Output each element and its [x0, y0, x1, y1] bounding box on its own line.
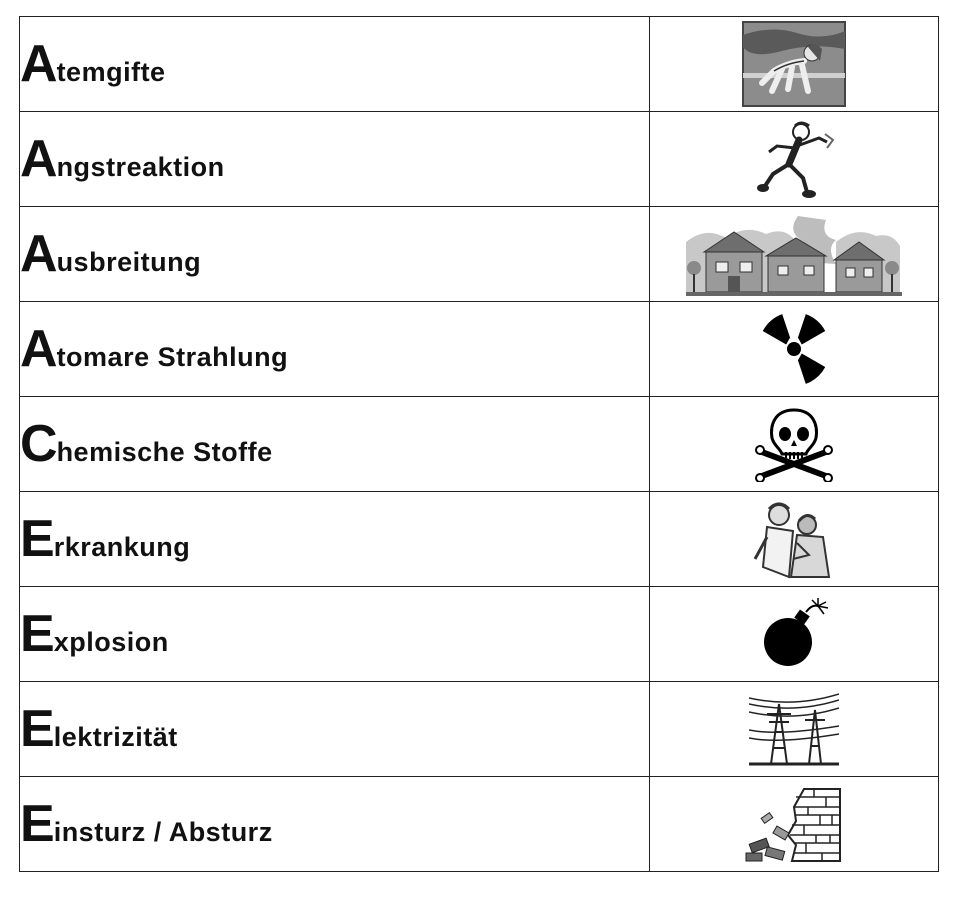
icon-cell: [649, 302, 938, 397]
term-cell: [20, 682, 650, 777]
radiation-icon: [749, 313, 839, 385]
term-initial: A: [20, 130, 57, 188]
term-cell: [20, 492, 650, 587]
term-initial: E: [20, 795, 54, 853]
term-rest: insturz / Absturz: [53, 817, 273, 847]
term-cell: [20, 587, 650, 682]
term-cell: [20, 112, 650, 207]
term-initial: A: [20, 35, 57, 93]
term-initial: C: [20, 415, 57, 473]
term-rest: usbreitung: [56, 247, 202, 277]
term-cell: [20, 17, 650, 112]
power-lines-icon: [749, 690, 839, 768]
term-rest: ngstreaktion: [56, 152, 225, 182]
table-row: [20, 302, 939, 397]
term-cell: [20, 302, 650, 397]
term-cell: [20, 207, 650, 302]
term-cell: [20, 777, 650, 872]
term-initial: A: [20, 320, 57, 378]
term-rest: temgifte: [56, 57, 166, 87]
icon-cell: [649, 587, 938, 682]
icon-cell: [649, 492, 938, 587]
table-row: [20, 17, 939, 112]
term-rest: rkrankung: [53, 532, 191, 562]
term-initial: E: [20, 605, 54, 663]
table-row: [20, 587, 939, 682]
term-initial: E: [20, 700, 54, 758]
bomb-icon: [756, 598, 832, 670]
term-rest: lektrizität: [53, 722, 178, 752]
houses-fire-spread-icon: [686, 212, 902, 296]
table-row: [20, 492, 939, 587]
icon-cell: [649, 777, 938, 872]
term-cell: [20, 397, 650, 492]
skull-crossbones-icon: [754, 406, 834, 482]
hazard-table: [19, 16, 939, 872]
icon-cell: [649, 17, 938, 112]
term-rest: xplosion: [53, 627, 169, 657]
table-row: [20, 207, 939, 302]
icon-cell: [649, 682, 938, 777]
person-fleeing-icon: [749, 118, 839, 200]
table-row: [20, 397, 939, 492]
icon-cell: [649, 397, 938, 492]
collapsing-wall-icon: [744, 785, 844, 863]
person-crawling-smoke-icon: [742, 21, 846, 107]
term-initial: E: [20, 510, 54, 568]
icon-cell: [649, 207, 938, 302]
term-initial: A: [20, 225, 57, 283]
table-row: [20, 682, 939, 777]
sick-person-helped-icon: [749, 497, 839, 581]
table-row: [20, 777, 939, 872]
icon-cell: [649, 112, 938, 207]
table-row: [20, 112, 939, 207]
term-rest: tomare Strahlung: [56, 342, 289, 372]
term-rest: hemische Stoffe: [56, 437, 273, 467]
